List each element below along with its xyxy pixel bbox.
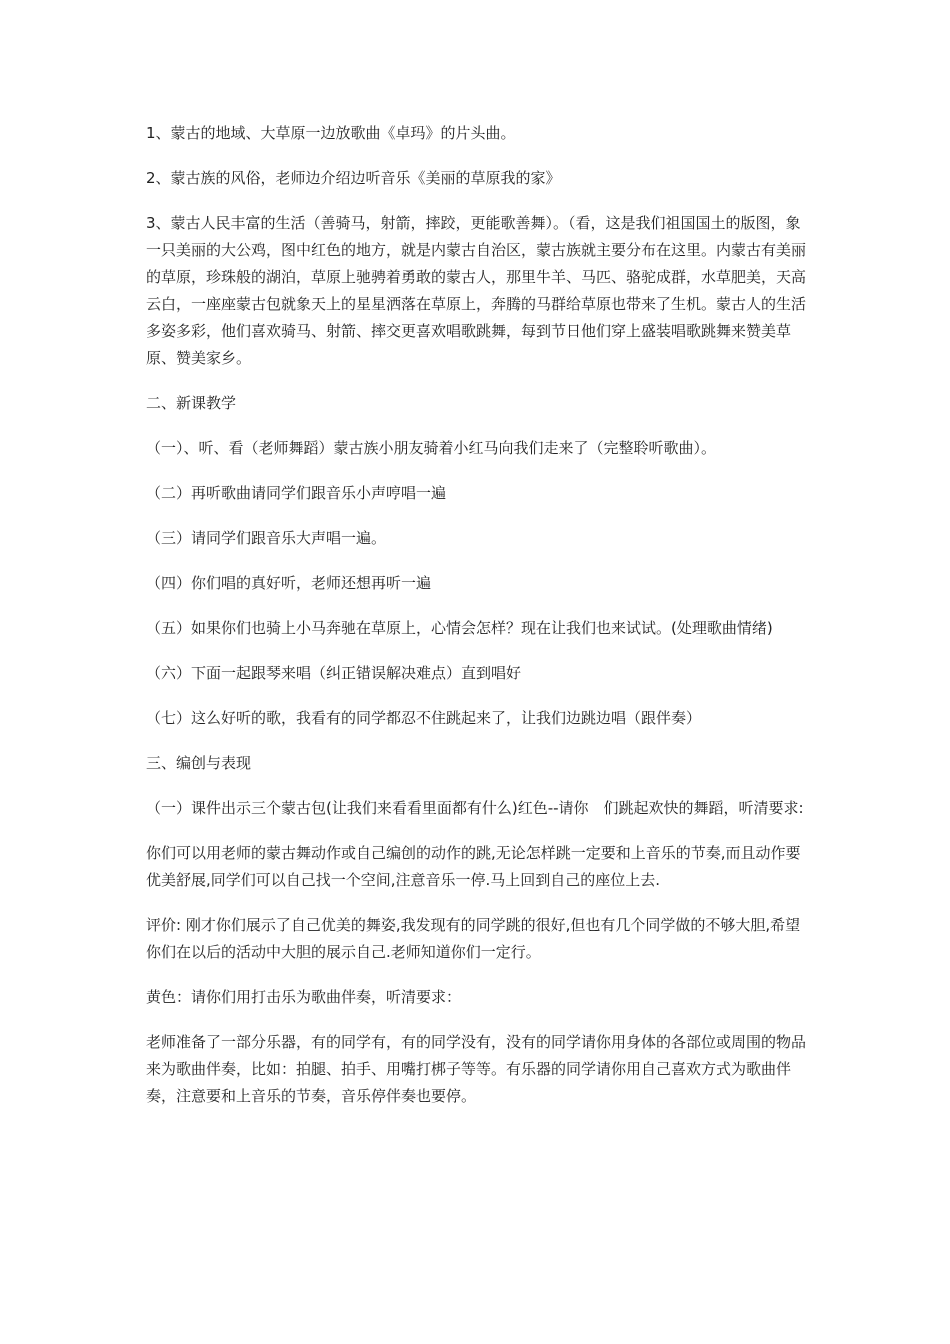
section-heading-new-lesson: 二、新课教学 (146, 394, 237, 412)
paragraph-step-6: （六）下面一起跟琴来唱（纠正错误解决难点）直到唱好 (146, 664, 522, 682)
paragraph-step-3: （三）请同学们跟音乐大声唱一遍。 (146, 529, 387, 547)
paragraph-step-1: （一）、听、看（老师舞蹈）蒙古族小朋友骑着小红马向我们走来了（完整聆听歌曲）。 (146, 439, 717, 457)
document-body (146, 120, 811, 1128)
paragraph-evaluation: 评价: 刚才你们展示了自己优美的舞姿,我发现有的同学跳的很好,但也有几个同学做的不够大胆,希望你们在以后的活动中大胆的展示自己.老师知道你们一定行。 (146, 916, 801, 961)
paragraph-dance-requirements: 你们可以用老师的蒙古舞动作或自己编创的动作的跳,无论怎样跳一定要和上音乐的节奏,而且动作要优美舒展,同学们可以自己找一个空间,注意音乐一停.马上回到自己的座位上去. (146, 844, 801, 889)
paragraph-creation-1: （一）课件出示三个蒙古包(让我们来看看里面都有什么)红色--请你 们跳起欢快的舞蹈，听清要求: (146, 799, 804, 817)
paragraph-step-4: （四）你们唱的真好听，老师还想再听一遍 (146, 574, 432, 592)
paragraph-2: 2、蒙古族的风俗，老师边介绍边听音乐《美丽的草原我的家》 (146, 169, 561, 187)
paragraph-instruments: 老师准备了一部分乐器，有的同学有，有的同学没有，没有的同学请你用身体的各部位或周围的物品来为歌曲伴奏，比如：拍腿、拍手、用嘴打梆子等等。有乐器的同学请你用自己喜欢方式为歌曲伴奏，注意要和上音乐的节奏，音乐停伴奏也要停。 (146, 1033, 807, 1105)
paragraph-step-5: （五）如果你们也骑上小马奔驰在草原上，心情会怎样？现在让我们也来试试。(处理歌曲情绪) (146, 619, 773, 637)
section-heading-creation: 三、编创与表现 (146, 754, 252, 772)
paragraph-step-2: （二）再听歌曲请同学们跟音乐小声哼唱一遍 (146, 484, 447, 502)
paragraph-yellow: 黄色：请你们用打击乐为歌曲伴奏，听清要求： (146, 988, 462, 1006)
paragraph-1: 1、蒙古的地域、大草原一边放歌曲《卓玛》的片头曲。 (146, 124, 516, 142)
paragraph-step-7: （七）这么好听的歌，我看有的同学都忍不住跳起来了，让我们边跳边唱（跟伴奏） (146, 709, 702, 727)
paragraph-3: 3、蒙古人民丰富的生活（善骑马，射箭，摔跤，更能歌善舞）。（看，这是我们祖国国土的版图，象一只美丽的大公鸡，图中红色的地方，就是内蒙古自治区，蒙古族就主要分布在这里。内蒙古有美丽的草原，珍珠般的湖泊，草原上驰骋着勇敢的蒙古人，那里牛羊、马匹、骆驼成群，水草肥美，天高云白，一座座蒙古包就象天上的星星洒落在草原上，奔腾的马群给草原也带来了生机。蒙古人的生活多姿多彩，他们喜欢骑马、射箭、摔交更喜欢唱歌跳舞，每到节日他们穿上盛装唱歌跳舞来赞美草原、赞美家乡。 (146, 214, 807, 367)
